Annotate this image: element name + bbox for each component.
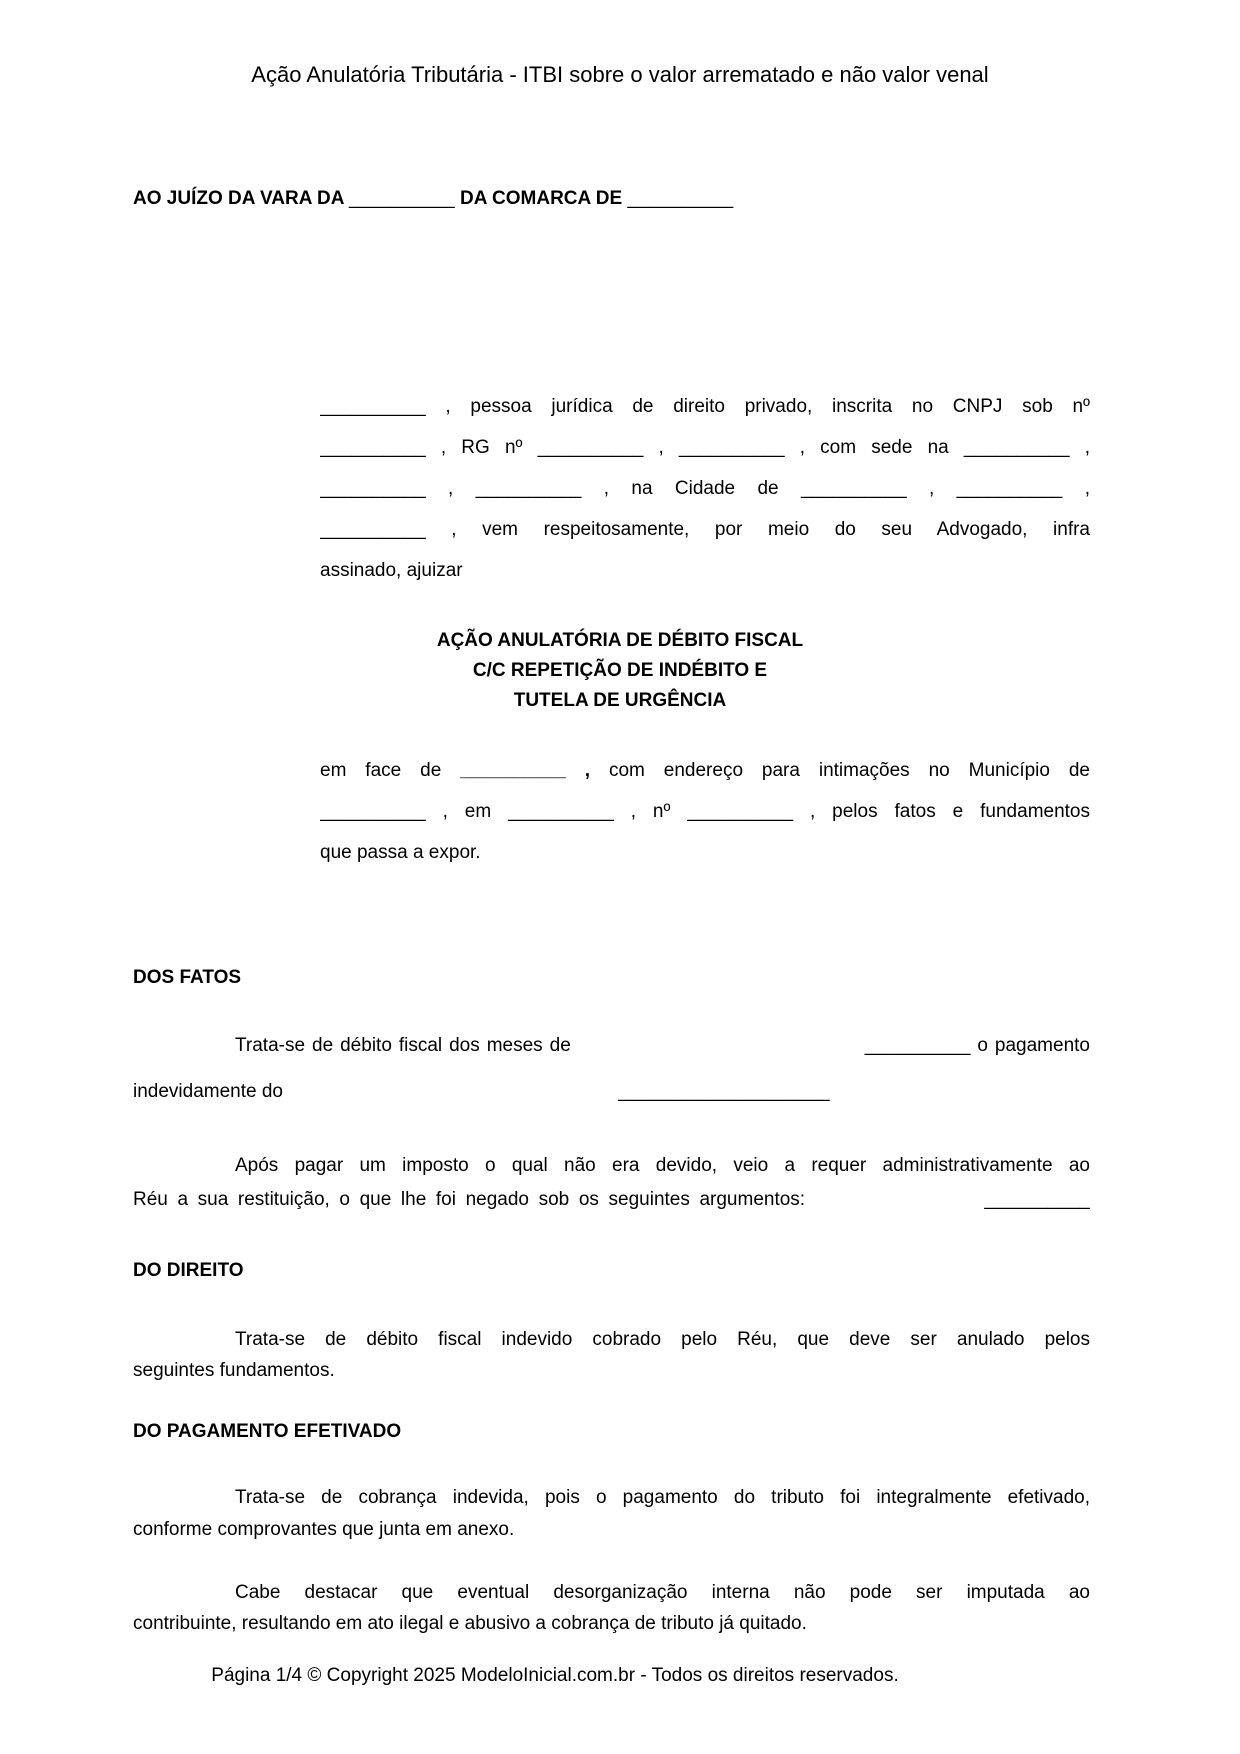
text-segment: Cabe destacar que eventual desorganização interna não pode ser imputada ao	[235, 1582, 1090, 1603]
text-line	[133, 1023, 1090, 1069]
text-line	[133, 1355, 1090, 1386]
text-line	[133, 1608, 1090, 1639]
text-segment: DA COMARCA DE	[460, 188, 628, 209]
text-segment: contribuinte, resultando em ato ilegal e abusivo a cobrança de tributo já quitado.	[133, 1613, 807, 1634]
text-segment: Após pagar um imposto o qual não era devido, veio a requer administrativamente ao	[235, 1155, 1090, 1176]
text-segment: conforme comprovantes que junta em anexo.	[133, 1519, 515, 1540]
defendant-paragraph	[320, 750, 1090, 873]
party-qualification-paragraph	[320, 386, 1090, 591]
text-segment: __________ , pessoa jurídica de direito privado, inscrita no CNPJ sob nº	[320, 396, 1090, 417]
text-line	[320, 550, 1090, 591]
text-segment: AÇÃO ANULATÓRIA DE DÉBITO FISCAL	[436, 630, 804, 651]
text-line	[320, 386, 1090, 427]
text-segment: TUTELA DE URGÊNCIA	[513, 690, 727, 711]
text-segment: Trata-se de débito fiscal indevido cobrado pelo Réu, que deve ser anulado pelos	[235, 1329, 1090, 1350]
text-segment: __________ , __________ , na Cidade de __________ , __________ ,	[320, 478, 1090, 499]
text-segment: ____________________	[618, 1081, 830, 1102]
facts-paragraph-2	[133, 1149, 1090, 1217]
text-segment: Réu a sua restituição, o que lhe foi negado sob os seguintes argumentos:	[133, 1189, 815, 1210]
text-segment: indevidamente do	[133, 1081, 289, 1102]
section-heading-do-pagamento-efetivado: DO PAGAMENTO EFETIVADO	[133, 1421, 402, 1442]
court-addressing-line	[133, 185, 1090, 213]
text-line	[133, 1577, 1090, 1608]
text-segment: __________	[349, 188, 460, 209]
blank-field-gap	[288, 1095, 618, 1097]
document-title: Ação Anulatória Tributária - ITBI sobre o valor arrematado e não valor venal	[251, 62, 989, 87]
text-line	[0, 626, 1240, 656]
law-paragraph-1	[133, 1324, 1090, 1386]
facts-paragraph-1	[133, 1023, 1090, 1115]
text-line	[320, 468, 1090, 509]
text-segment: __________ , em __________ , nº __________ , pelos fatos e fundamentos	[320, 801, 1090, 822]
text-line	[133, 1324, 1090, 1355]
text-segment: Trata-se de débito fiscal dos meses de	[235, 1035, 578, 1056]
text-segment: C/C REPETIÇÃO DE INDÉBITO E	[472, 660, 768, 681]
page-footer: Página 1/4 © Copyright 2025 ModeloInicial.com.br - Todos os direitos reservados.	[211, 1665, 899, 1686]
text-segment: __________ ,	[460, 760, 591, 781]
text-line	[320, 427, 1090, 468]
text-segment: __________ , vem respeitosamente, por meio do seu Advogado, infra	[320, 519, 1090, 540]
blank-field-gap	[578, 1049, 858, 1051]
text-segment: que passa a expor.	[320, 842, 481, 863]
text-line	[133, 1149, 1090, 1183]
text-line	[133, 1069, 1090, 1115]
text-line	[133, 1183, 1090, 1217]
text-segment: em face de	[320, 760, 461, 781]
text-line	[133, 1482, 1090, 1514]
text-segment: seguintes fundamentos.	[133, 1360, 335, 1381]
text-line	[133, 1514, 1090, 1546]
text-segment: AO JUÍZO DA VARA DA	[133, 188, 350, 209]
text-segment: Trata-se de cobrança indevida, pois o pagamento do tributo foi integralmente efetivado,	[235, 1487, 1090, 1508]
text-line	[320, 832, 1090, 873]
section-heading-dos-fatos: DOS FATOS	[133, 967, 242, 988]
payment-paragraph-1	[133, 1482, 1090, 1546]
text-segment: __________	[974, 1189, 1090, 1210]
text-line	[320, 791, 1090, 832]
section-heading-do-direito: DO DIREITO	[133, 1260, 244, 1281]
text-line	[320, 509, 1090, 550]
text-line	[320, 750, 1090, 791]
blank-field-gap	[815, 1203, 975, 1205]
action-title	[0, 626, 1240, 716]
text-line	[133, 185, 1090, 213]
text-segment: __________	[627, 188, 734, 209]
payment-paragraph-2	[133, 1577, 1090, 1639]
text-segment: __________ o pagamento	[857, 1035, 1090, 1056]
text-segment: assinado, ajuizar	[320, 560, 463, 581]
text-segment: __________ , RG nº __________ , __________ , com sede na __________ ,	[320, 437, 1090, 458]
text-line	[0, 656, 1240, 686]
text-line	[0, 686, 1240, 716]
text-segment: com endereço para intimações no Município de	[590, 760, 1090, 781]
